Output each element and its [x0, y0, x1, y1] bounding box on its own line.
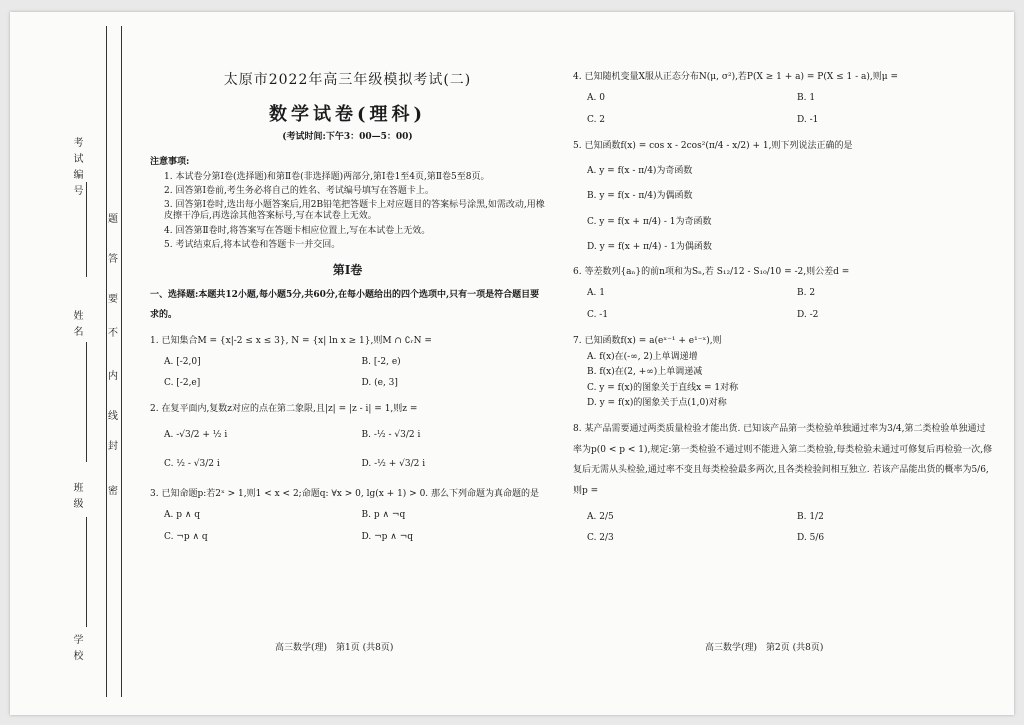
option: A. [-2,0] — [164, 356, 201, 367]
question-options — [150, 505, 545, 548]
option: D. -2 — [797, 309, 819, 320]
exam-time: (考试时间:下午3：00—5：00) — [282, 132, 413, 142]
question-options — [150, 421, 545, 480]
page-2-footer: 高三数学(理) 第2页 (共8页) — [705, 643, 824, 653]
note-item: 4. 回答第Ⅱ卷时,将答案写在答题卡相应位置上,写在本试卷上无效。 — [164, 225, 431, 236]
option: A. 2/5 — [587, 511, 614, 522]
option: A. y = f(x - π/4)为奇函数 — [587, 166, 693, 176]
binding-line-outer — [106, 26, 107, 697]
option: B. 2 — [797, 288, 816, 299]
page-1-footer: 高三数学(理) 第1页 (共8页) — [275, 643, 394, 653]
option: C. y = f(x)的图象关于直线x = 1对称 — [587, 382, 739, 393]
option: B. y = f(x - π/4)为偶函数 — [587, 191, 693, 202]
option: D. y = f(x + π/4) - 1为偶函数 — [587, 241, 712, 252]
option: D. -½ + √3/2 i — [361, 458, 426, 469]
note-item: 5. 考试结束后,将本试卷和答题卡一并交回。 — [164, 239, 341, 250]
option: C. -1 — [587, 309, 609, 320]
option: A. 0 — [587, 93, 605, 104]
option: D. 5/6 — [797, 533, 825, 543]
option: C. [-2,e] — [164, 378, 201, 389]
question-stem: 7. 已知函数f(x) = a(eˣ⁻¹ + e¹⁻ˣ),则 — [573, 335, 722, 346]
question-stem: 2. 在复平面内,复数z对应的点在第二象限,且|z| = |z - i| = 1,则z = — [150, 404, 418, 415]
note-item: 3. 回答第Ⅰ卷时,选出每小题答案后,用2B铅笔把答题卡上对应题目的答案标号涂黑,如需改动,用橡皮擦干净后,再选涂其他答案标号,写在本试卷上无效。 — [164, 200, 545, 222]
option: B. 1 — [797, 93, 816, 104]
option: B. -½ - √3/2 i — [361, 429, 421, 440]
option: B. f(x)在(2, +∞)上单调递减 — [587, 367, 703, 378]
option: A. f(x)在(-∞, 2)上单调递增 — [587, 352, 698, 362]
option: B. [-2, e) — [361, 356, 401, 367]
seal-char: 答 — [108, 254, 118, 265]
school-label: 学校 — [71, 634, 82, 666]
seal-char: 线 — [108, 411, 118, 422]
note-item: 1. 本试卷分第Ⅰ卷(选择题)和第Ⅱ卷(非选择题)两部分,第Ⅰ卷1至4页,第Ⅱ卷5至8页。 — [164, 171, 490, 182]
question-stem: 8. 某产品需要通过两类质量检验才能出货. 已知该产品第一类检验单独通过率为3/4,第二类检验单独通过率为p(0 < p < 1),规定:第一类检验不通过则不能进入第二类检验,每类检验未通过可修复后再检验一次,修复后无需从头检验,通过率不变且每类检验最多两次,且各类检验间相互独立. 若该产品能出货的概率为5/6,则p = — [573, 424, 993, 497]
option: B. p ∧ ¬q — [361, 510, 406, 521]
exam-title: 太原市2022年高三年级模拟考试(二) — [223, 72, 472, 88]
paper-title: 数学试卷(理科) — [268, 103, 427, 125]
exam-sheet — [10, 12, 1014, 715]
option: D. (e, 3] — [361, 378, 398, 389]
question-options — [573, 283, 993, 326]
seal-char: 要 — [108, 294, 118, 305]
option: A. -√3/2 + ½ i — [164, 429, 228, 440]
option: A. p ∧ q — [164, 510, 201, 521]
question-stem: 3. 已知命题p:若2ˣ > 1,则1 < x < 2;命题q: ∀x > 0, lg(x + 1) > 0. 那么下列命题为真命题的是 — [150, 489, 540, 500]
question-stem: 1. 已知集合M = {x|-2 ≤ x ≤ 3}, N = {x| ln x ≥ 1},则M ∩ ∁ᵣN = — [150, 335, 432, 346]
question-options — [150, 352, 545, 395]
exam-no-label: 考试编号 — [71, 137, 82, 201]
option: C. ¬p ∧ q — [164, 531, 208, 542]
notes-title: 注意事项: — [150, 157, 190, 168]
name-line — [86, 342, 87, 462]
question-stem: 5. 已知函数f(x) = cos x - 2cos²(π/4 - x/2) + 1,则下列说法正确的是 — [573, 140, 853, 151]
question-stem: 4. 已知随机变量X服从正态分布N(μ, σ²),若P(X ≥ 1 + a) = P(X ≤ 1 - a),则μ = — [573, 72, 899, 82]
seal-char: 内 — [108, 371, 118, 382]
section-instructions: 一、选择题:本题共12小题,每小题5分,共60分,在每小题给出的四个选项中,只有一项是符合题目要求的。 — [150, 290, 540, 320]
option: D. -1 — [797, 114, 819, 125]
option: A. 1 — [587, 288, 605, 299]
option: D. ¬p ∧ ¬q — [361, 531, 414, 542]
binding-line-inner — [121, 26, 122, 697]
option: C. y = f(x + π/4) - 1为奇函数 — [587, 216, 712, 227]
seal-char: 题 — [108, 214, 118, 225]
option: C. 2/3 — [587, 533, 614, 543]
page-1 — [150, 72, 545, 548]
section-title: 第Ⅰ卷 — [332, 263, 363, 277]
page-2 — [573, 72, 993, 549]
name-label: 姓名 — [71, 310, 82, 342]
option: C. 2 — [587, 114, 606, 125]
note-item: 2. 回答第Ⅰ卷前,考生务必将自己的姓名、考试编号填写在答题卡上。 — [164, 185, 434, 196]
binding-margin — [10, 12, 130, 715]
question-options — [573, 88, 993, 131]
seal-char: 封 — [108, 441, 118, 452]
class-label: 班级 — [71, 482, 82, 514]
question-stem: 6. 等差数列{aₙ}的前n项和为Sₙ,若 S₁₂/12 - S₁₀/10 = -2,则公差d = — [573, 267, 850, 277]
seal-char: 密 — [108, 486, 118, 497]
exam-no-line — [86, 182, 87, 277]
option: D. y = f(x)的图象关于点(1,0)对称 — [587, 397, 727, 408]
option: B. 1/2 — [797, 511, 824, 522]
class-line — [86, 517, 87, 627]
option: C. ½ - √3/2 i — [164, 458, 220, 469]
seal-char: 不 — [108, 328, 118, 339]
question-options — [573, 507, 993, 550]
